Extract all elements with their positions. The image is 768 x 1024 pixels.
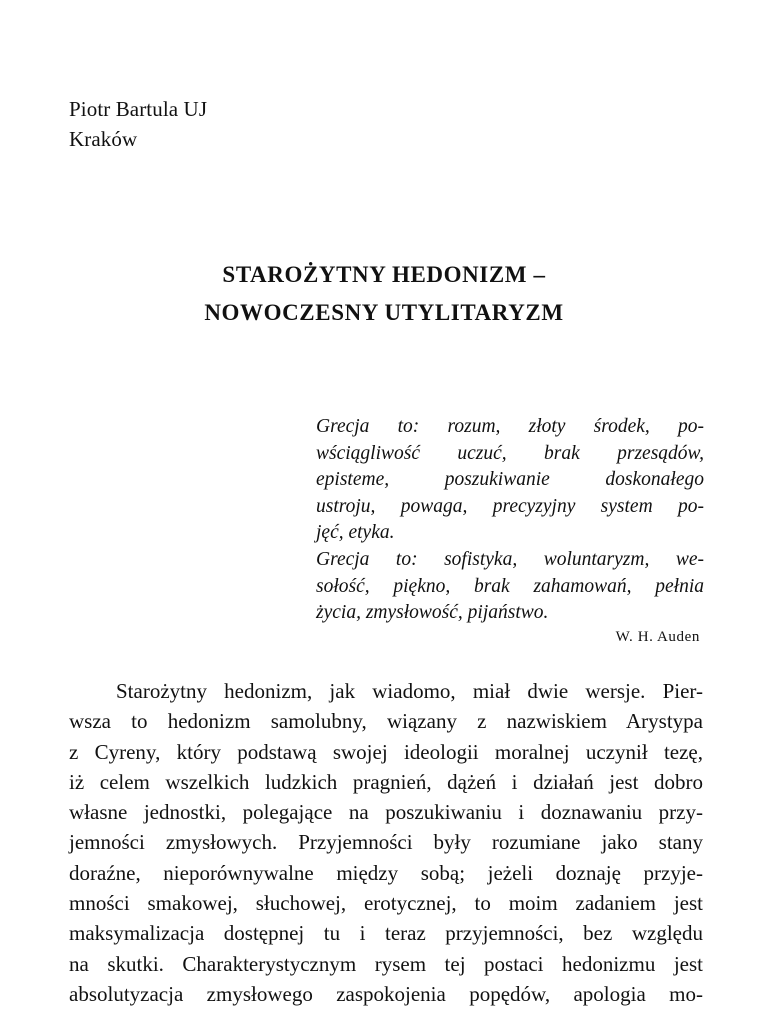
epigraph-line: Grecja to: rozum, złoty środek, po- (316, 416, 704, 437)
body-paragraph (69, 676, 703, 1009)
epigraph-line: ustroju, powaga, precyzyjny system po- (316, 495, 704, 517)
body-line: maksymalizacja dostępnej tu i teraz przyjemności, bez względu (69, 921, 703, 946)
body-line: iż celem wszelkich ludzkich pragnień, dążeń i działań jest dobro (69, 769, 703, 794)
title-line-1: STAROŻYTNY HEDONIZM – (222, 262, 546, 287)
epigraph-line: jęć, etyka. (316, 522, 395, 544)
epigraph-line: Grecja to: sofistyka, woluntaryzm, we- (316, 548, 704, 570)
body-line: na skutki. Charakterystycznym rysem tej postaci hedonizmu jest (69, 951, 703, 976)
body-line: jemności zmysłowych. Przyjemności były rozumiane jako stany (69, 830, 703, 855)
body-line: doraźne, nieporównywalne między sobą; jeżeli doznaję przyje- (69, 860, 703, 885)
epigraph-line: życia, zmysłowość, pijaństwo. (316, 602, 549, 624)
author-name: Piotr Bartula UJ (69, 97, 208, 121)
body-line: wsza to hedonizm samolubny, wiązany z nazwiskiem Arystypa (69, 709, 703, 734)
epigraph-line: wściągliwość uczuć, brak przesądów, (316, 442, 704, 464)
body-line: własne jednostki, polegające na poszukiwaniu i doznawaniu przy- (69, 800, 703, 825)
body-line: mności smakowej, słuchowej, erotycznej, to moim zadaniem jest (69, 891, 703, 916)
title-line-2: NOWOCZESNY UTYLITARYZM (204, 300, 564, 325)
epigraph-attribution: W. H. Auden (615, 628, 700, 645)
epigraph (316, 414, 704, 647)
epigraph-line: sołość, piękno, brak zahamowań, pełnia (316, 575, 704, 597)
body-line: absolutyzacja zmysłowego zaspokojenia popędów, apologia mo- (69, 981, 703, 1006)
epigraph-line: episteme, poszukiwanie doskonałego (316, 469, 704, 491)
article-title (0, 256, 768, 332)
body-line: Starożytny hedonizm, jak wiadomo, miał dwie wersje. Pier- (116, 679, 703, 703)
author-block (69, 94, 207, 154)
author-city: Kraków (69, 127, 138, 151)
body-line: z Cyreny, który podstawą swojej ideologii moralnej uczynił tezę, (69, 739, 703, 764)
